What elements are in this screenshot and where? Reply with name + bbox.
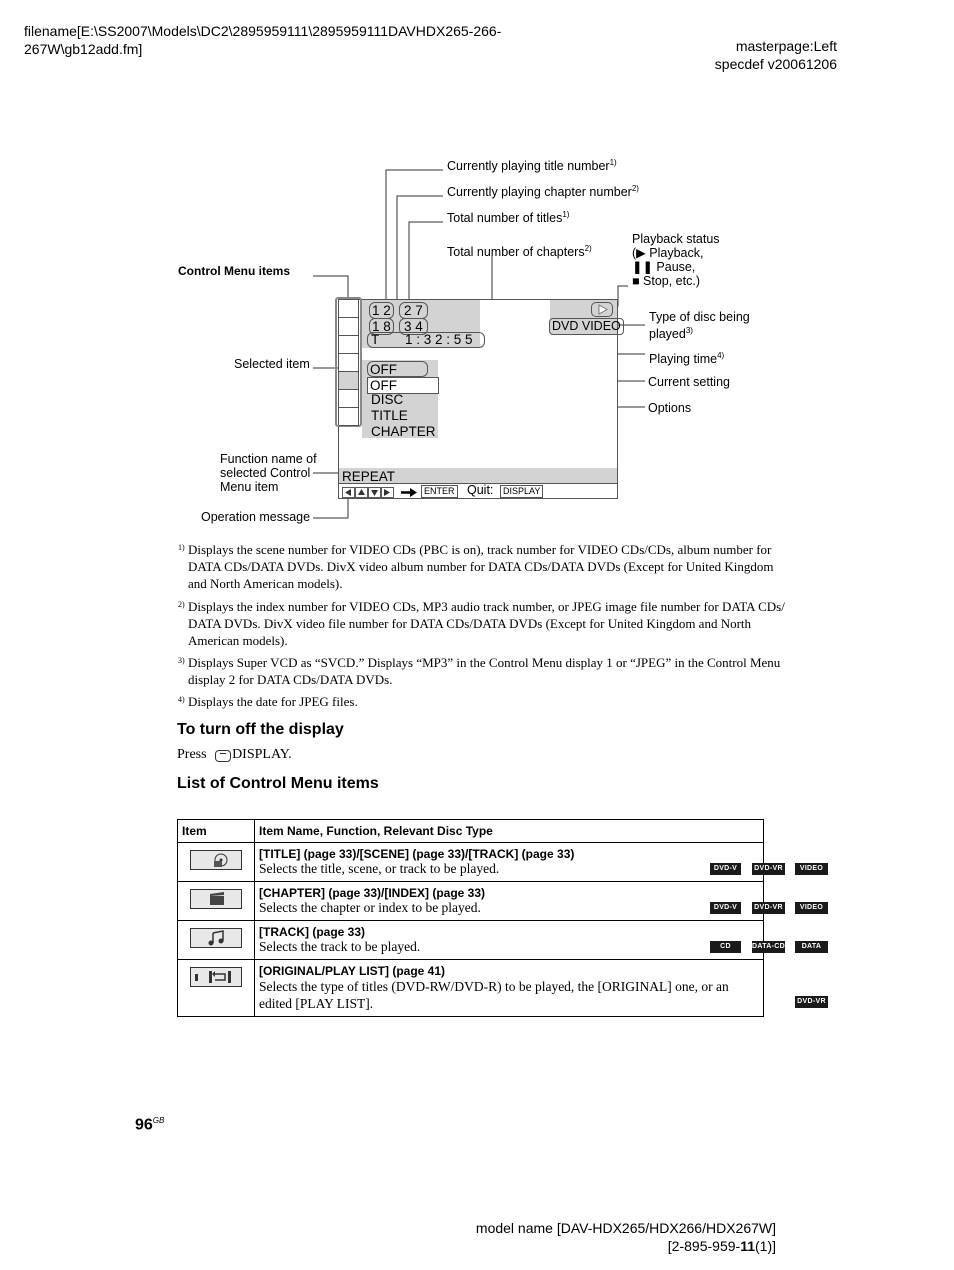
footnote-2: 2) Displays the index number for VIDEO CDs, MP3 audio track number, or JPEG image file number for DATA CDs/ DATA DVDs. DivX video file number for DATA CDs/DATA DVDs (Except for United Kingdom and North American models).: [178, 599, 785, 648]
table-header-row: [178, 820, 764, 843]
item-detail-cell: [CHAPTER] (page 33)/[INDEX] (page 33) Selects the chapter or index to be played. DVD-V DVD-VR VIDEO CD: [255, 882, 764, 921]
item-icon-cell: [178, 921, 255, 960]
label-playback-status: Playback status (▶ Playback, ❚❚ Pause, ■ Stop, etc.): [632, 232, 720, 288]
label-function-name: Function name of selected Control Menu item: [220, 452, 317, 494]
label-disc-type: Type of disc being played$^{3)}$: [649, 310, 750, 342]
item-detail-cell: [ORIGINAL/PLAY LIST] (page 41) Selects the type of titles (DVD-RW/DVD-R) to be played, the [ORIGINAL] one, or an edited [PLAY LIST]. DVD-VR: [255, 960, 764, 1017]
label-options: Options: [648, 401, 692, 415]
original-play-list-icon: [190, 967, 242, 987]
osd-screen: [338, 299, 621, 499]
chapter-icon: [190, 889, 242, 909]
header-masterpage: masterpage:Left specdef v20061206: [714, 38, 837, 72]
item-detail-cell: [TITLE] (page 33)/[SCENE] (page 33)/[TRACK] (page 33) Selects the title, scene, or track to be played. DVD-V DVD-VR VIDEO CD: [255, 843, 764, 882]
control-menu-icons: [339, 300, 359, 426]
turn-off-heading: To turn off the display: [177, 721, 344, 738]
label-current-setting: Current setting: [648, 375, 730, 389]
label-control-menu-items: Control Menu items: [178, 264, 291, 278]
label-playing-time: Playing time$^{4)}$: [649, 351, 725, 367]
arrow-keys-icon: [342, 485, 396, 496]
badge-dvd-v: DVD-V: [710, 863, 741, 875]
table-row: [178, 960, 764, 1017]
table-row: [178, 882, 764, 921]
osd-option-title[interactable]: TITLE: [371, 408, 408, 423]
display-button-icon: [215, 750, 231, 762]
badge-data-cd: DATA-CD: [752, 941, 785, 953]
list-heading: List of Control Menu items: [177, 775, 379, 792]
badge-dvd-vr: DVD-VR: [752, 863, 785, 875]
osd-time-prefix: T: [371, 332, 380, 347]
badge-video-cd: VIDEO CD: [795, 863, 828, 875]
enter-key-label: ENTER: [421, 485, 458, 498]
footnote-3: 3) Displays Super VCD as “SVCD.” Displays “MP3” in the Control Menu display 1 or “JPEG” in the Control Menu display 2 for DATA CDs/DATA DVDs.: [178, 655, 781, 687]
col-name-header: Item Name, Function, Relevant Disc Type: [255, 820, 764, 843]
osd-option-disc[interactable]: DISC: [371, 392, 404, 407]
arrow-right-icon: [401, 485, 417, 503]
item-icon-cell: [178, 843, 255, 882]
track-icon: [190, 928, 242, 948]
osd-option-off[interactable]: OFF: [367, 377, 439, 394]
table-row: [178, 843, 764, 882]
osd-chapter-current: 1 8: [369, 318, 394, 335]
item-icon-cell: [178, 960, 255, 1017]
header-filename: filename[E:\SS2007\Models\DC2\2895959111\2895959111DAVHDX265-266- 267W\gb12add.fm]: [24, 23, 502, 57]
display-key-label: DISPLAY: [500, 485, 543, 498]
osd-function-name: REPEAT: [342, 469, 396, 484]
footer-model: model name [DAV-HDX265/HDX266/HDX267W] [2-895-959-11(1)]: [475, 1220, 776, 1254]
osd-playing-time: 1 : 3 2 : 5 5: [405, 332, 473, 347]
badge-cd: CD: [710, 941, 741, 953]
selected-menu-icon: [339, 372, 359, 390]
badge-dvd-vr: DVD-VR: [795, 996, 828, 1008]
osd-operation-message: [339, 483, 617, 498]
label-selected-item: Selected item: [234, 357, 310, 371]
title-icon: [190, 850, 242, 870]
item-icon-cell: [178, 882, 255, 921]
item-detail-cell: [TRACK] (page 33) Selects the track to be played. CD DATA-CD DATA DVD: [255, 921, 764, 960]
col-item-header: Item: [178, 820, 255, 843]
osd-title-total: 2 7: [399, 302, 428, 319]
badge-video-cd: VIDEO CD: [795, 902, 828, 914]
table-row: [178, 921, 764, 960]
label-title-number: Currently playing title number$^{1)}$: [447, 158, 617, 174]
turn-off-instruction: Press DISPLAY.: [177, 747, 292, 762]
footnote-4: 4) Displays the date for JPEG files.: [178, 694, 358, 709]
footnote-1: 1) Displays the scene number for VIDEO CDs (PBC is on), track number for VIDEO CDs/CDs, album number for DATA CDs/DATA DVDs. DivX video album number for DATA CDs/DATA DVDs (Except for United Kingdom and North American models).: [178, 542, 774, 591]
label-total-titles: Total number of titles$^{1)}$: [447, 210, 570, 226]
badge-data-dvd: DATA DVD: [795, 941, 828, 953]
label-chapter-number: Currently playing chapter number$^{2)}$: [447, 184, 639, 200]
label-total-chapters: Total number of chapters$^{2)}$: [447, 244, 592, 260]
osd-disc-type: DVD VIDEO: [549, 318, 624, 335]
quit-label: Quit:: [467, 483, 494, 497]
playback-status-icon: [591, 302, 613, 317]
page-number: $96^{GB}$: [135, 1116, 165, 1134]
osd-option-chapter[interactable]: CHAPTER: [371, 424, 436, 439]
badge-dvd-v: DVD-V: [710, 902, 741, 914]
osd-chapter-total: 3 4: [399, 318, 428, 335]
osd-current-setting: OFF: [367, 361, 428, 377]
badge-dvd-vr: DVD-VR: [752, 902, 785, 914]
control-menu-table: [177, 819, 826, 1017]
osd-title-current: 1 2: [369, 302, 394, 319]
label-operation-message: Operation message: [201, 510, 311, 524]
